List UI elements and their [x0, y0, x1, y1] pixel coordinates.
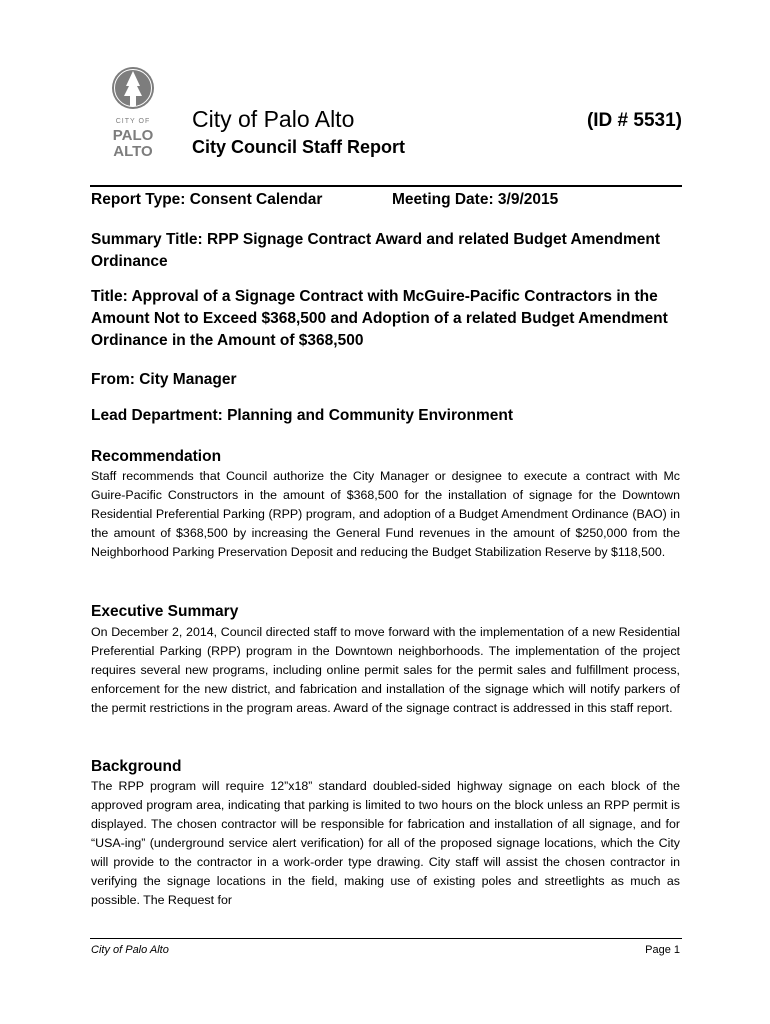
executive-summary-body: On December 2, 2014, Council directed staff to move forward with the implementation of a new Residential Preferential Parking (RPP) program in the Downtown neighborhoods. The implementation of the project requires several new programs, including online permit sales for the permit sales and fulfillment process, enforcement for the new district, and fabrication and installation of the signage which will notify parkers of the permit restrictions in the program areas. Award of the signage contract is addressed in this staff report.: [91, 625, 680, 715]
footer-city: City of Palo Alto: [91, 944, 169, 956]
background-body: The RPP program will require 12”x18” standard doubled-sided highway signage on each block of the approved program area, indicating that parking is limited to two hours on the block unless an RPP permit is displayed. The chosen contractor will be responsible for fabrication and installation of all signage, and for “USA-ing” (underground service alert verification) for all of the proposed signage locations, which the City will provide to the contractor in a work-order type drawing. City staff will assist the chosen contractor in verifying the signage locations in the field, making use of existing poles and streetlights as much as possible. The Request for: [91, 779, 680, 907]
lead-department: Lead Department: Planning and Community Environment: [91, 407, 513, 424]
executive-summary-heading: Executive Summary: [91, 603, 239, 620]
logo-line-3: ALTO: [113, 143, 153, 160]
report-type: Report Type: Consent Calendar: [91, 191, 323, 208]
page-number: Page 1: [645, 944, 680, 956]
background-heading: Background: [91, 758, 182, 775]
header-divider: [90, 185, 682, 187]
meeting-date: Meeting Date: 3/9/2015: [392, 191, 559, 208]
recommendation-heading: Recommendation: [91, 448, 222, 465]
recommendation-body: Staff recommends that Council authorize the City Manager or designee to execute a contract with Mc Guire-Pacific Constructors in the amount of $368,500 for the installation of signage for the Downtown Residential Preferential Parking (RPP) program, and adoption of a Budget Amendment Ordinance (BAO) in the amount of $368,500 by increasing the General Fund revenues in the amount of $250,000 from the Neighborhood Parking Preservation Deposit and reducing the Budget Stabilization Reserve by $118,500.: [91, 469, 680, 559]
from-line: From: City Manager: [91, 371, 237, 388]
report-subtitle: City Council Staff Report: [192, 137, 406, 157]
logo-line-2: PALO: [112, 127, 154, 144]
city-logo: [104, 66, 162, 162]
report-id: (ID # 5531): [586, 110, 682, 131]
footer-divider: [90, 938, 682, 939]
summary-title: Summary Title: RPP Signage Contract Award and related Budget Amendment Ordinance: [91, 231, 661, 270]
report-title: Title: Approval of a Signage Contract with McGuire-Pacific Contractors in the Amount Not to Exceed $368,500 and Adoption of a related Budget Amendment Ordinance in the Amount of $368,500: [91, 288, 668, 349]
city-title: City of Palo Alto: [192, 106, 355, 132]
logo-line-1: CITY OF: [115, 118, 151, 125]
